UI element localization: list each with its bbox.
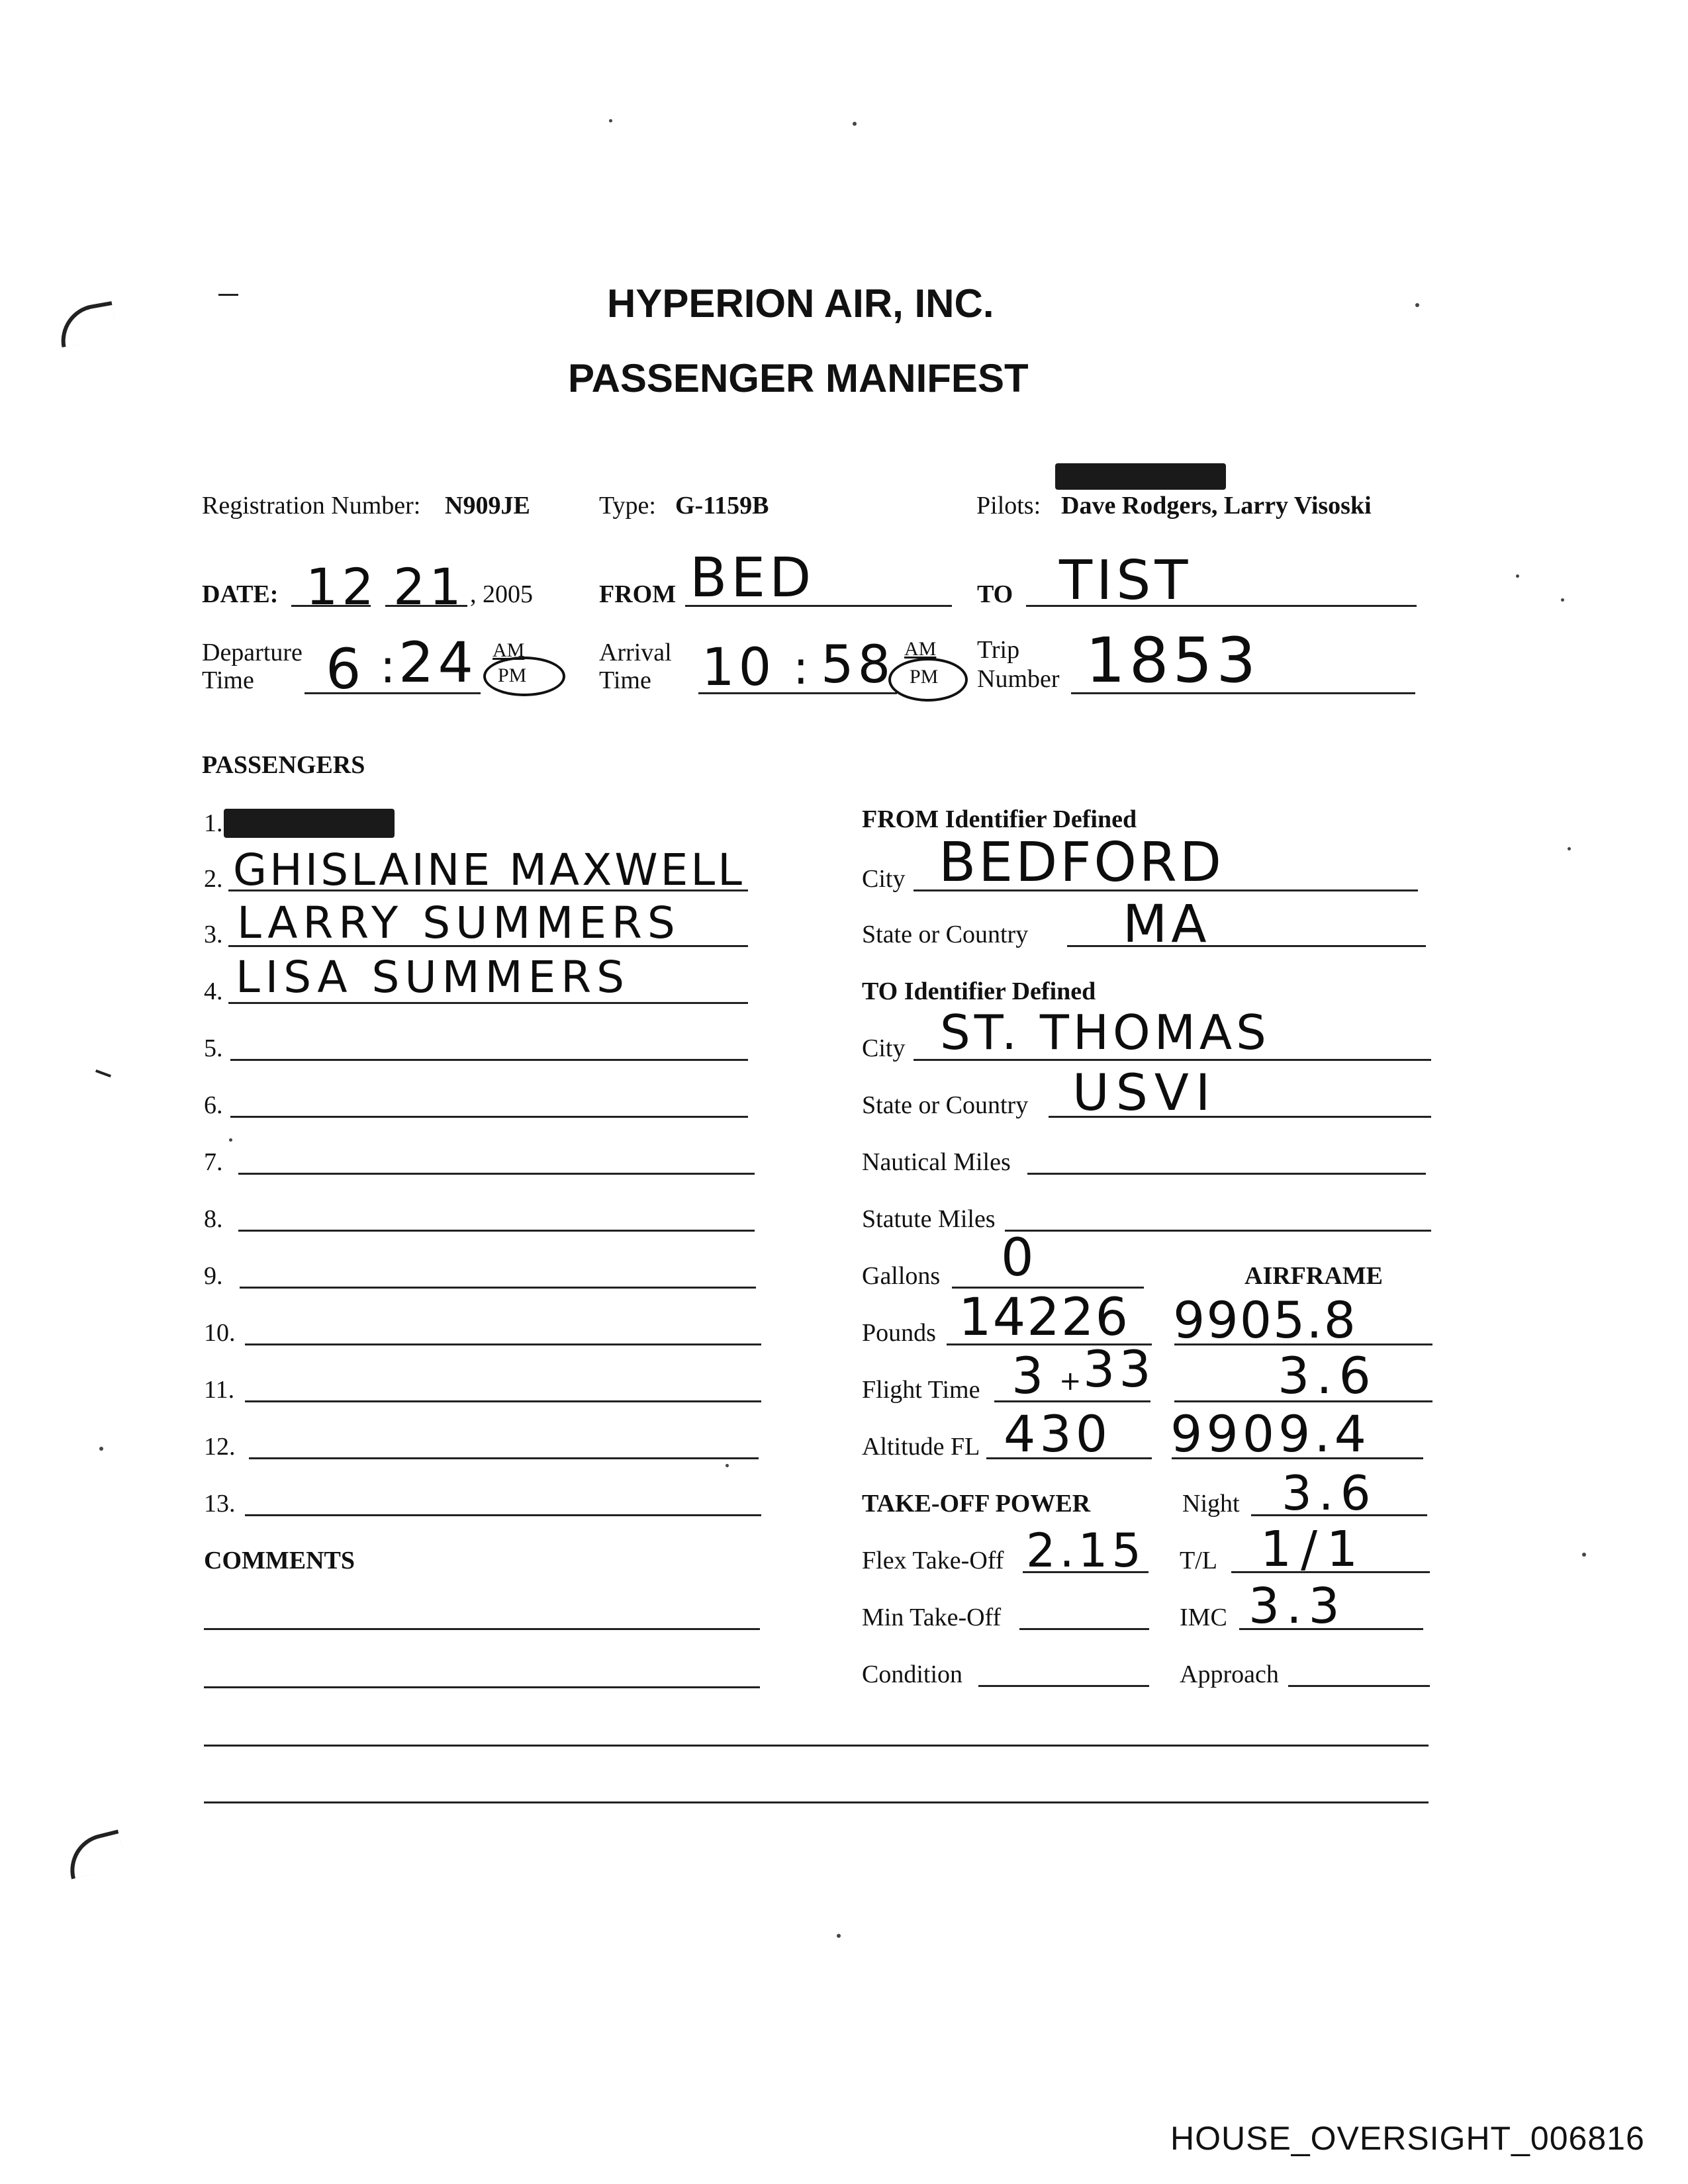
- to-value: TIST: [1059, 549, 1192, 612]
- date-month: 12: [306, 557, 378, 616]
- from-city-line: [914, 889, 1418, 891]
- to-label: TO: [977, 580, 1013, 608]
- altitude-value: 430: [1004, 1404, 1112, 1463]
- flight-time-airframe: 3.6: [1278, 1346, 1378, 1405]
- passenger-name: LARRY SUMMERS: [237, 897, 680, 948]
- passenger-number: 9.: [204, 1262, 223, 1290]
- to-state-label: State or Country: [862, 1091, 1029, 1119]
- from-identifier-heading: FROM Identifier Defined: [862, 805, 1137, 833]
- hole-punch-mark: [56, 301, 118, 347]
- departure-pm: PM: [498, 664, 527, 686]
- nautical-miles-line: [1027, 1173, 1426, 1175]
- scan-speck: [229, 1138, 232, 1142]
- scan-speck: [609, 119, 612, 122]
- tl-label: T/L: [1180, 1547, 1217, 1574]
- scan-speck: [837, 1934, 841, 1938]
- passenger-line: [240, 1287, 756, 1289]
- approach-label: Approach: [1180, 1661, 1279, 1688]
- comment-line: [204, 1628, 760, 1630]
- passenger-number: 13.: [204, 1490, 236, 1518]
- pilots-label: Pilots:: [976, 492, 1041, 520]
- night-value: 3.6: [1282, 1465, 1378, 1521]
- departure-pm-circle: [483, 657, 565, 696]
- departure-line: [305, 692, 481, 694]
- trip-number: 1853: [1086, 625, 1260, 697]
- arrival-minute: 58: [821, 635, 895, 695]
- pounds-airframe-line: [1174, 1343, 1432, 1345]
- scan-dash: [95, 1069, 111, 1077]
- imc-value: 3.3: [1248, 1578, 1346, 1635]
- flex-takeoff-line: [1023, 1571, 1149, 1573]
- scan-speck: [1561, 598, 1564, 602]
- from-value: BED: [690, 547, 816, 610]
- passenger-line: [238, 1230, 755, 1232]
- passenger-number: 1.: [204, 809, 223, 837]
- passenger-number: 12.: [204, 1433, 236, 1461]
- passenger-number: 5.: [204, 1034, 223, 1062]
- to-identifier-heading: TO Identifier Defined: [862, 978, 1096, 1005]
- takeoff-power-heading: TAKE-OFF POWER: [862, 1490, 1091, 1518]
- flight-time-plus: +: [1059, 1366, 1086, 1396]
- flex-takeoff-value: 2.15: [1026, 1524, 1145, 1578]
- date-day: 21: [393, 557, 465, 616]
- bates-number: HOUSE_OVERSIGHT_006816: [1170, 2120, 1645, 2157]
- to-state-value: USVI: [1072, 1063, 1217, 1122]
- trip-line: [1071, 692, 1415, 694]
- trip-label-1: Trip: [977, 636, 1020, 664]
- arrival-hour: 10: [702, 638, 776, 698]
- passenger-line: [245, 1400, 761, 1402]
- from-state-value: MA: [1123, 895, 1211, 954]
- scan-speck: [1582, 1553, 1586, 1557]
- arrival-am: AM: [904, 638, 937, 660]
- statute-miles-line: [1005, 1230, 1431, 1232]
- condition-label: Condition: [862, 1661, 963, 1688]
- to-city-value: ST. THOMAS: [940, 1005, 1270, 1060]
- airframe-heading: AIRFRAME: [1244, 1262, 1383, 1290]
- passenger-number: 6.: [204, 1091, 223, 1119]
- type-value: G-1159B: [675, 492, 769, 520]
- scan-speck: [1415, 303, 1419, 307]
- scan-speck: [99, 1447, 103, 1451]
- passenger-number: 10.: [204, 1319, 236, 1347]
- from-city-label: City: [862, 865, 906, 893]
- passenger-line: [230, 1116, 748, 1118]
- registration-value: N909JE: [445, 492, 530, 520]
- passenger-name: GHISLAINE MAXWELL: [233, 844, 745, 895]
- arrival-line: [698, 692, 897, 694]
- tl-value: 1/1: [1260, 1521, 1368, 1578]
- flight-time-minutes: 33: [1083, 1340, 1155, 1398]
- from-city-value: BEDFORD: [939, 831, 1225, 894]
- passenger-line: [238, 1173, 755, 1175]
- night-line: [1251, 1514, 1427, 1516]
- to-city-line: [914, 1059, 1431, 1061]
- altitude-label: Altitude FL: [862, 1433, 980, 1461]
- passenger-number: 2.: [204, 865, 223, 893]
- gallons-label: Gallons: [862, 1262, 941, 1290]
- passenger-line: [230, 1059, 748, 1061]
- comment-line: [204, 1686, 760, 1688]
- registration-label: Registration Number:: [202, 492, 421, 520]
- from-state-label: State or Country: [862, 921, 1029, 948]
- redaction-bar: [1055, 463, 1226, 490]
- night-label: Night: [1182, 1490, 1240, 1518]
- imc-label: IMC: [1180, 1604, 1227, 1631]
- nautical-miles-label: Nautical Miles: [862, 1148, 1011, 1176]
- gallons-value: 0: [1001, 1228, 1038, 1288]
- hole-punch-mark: [63, 1829, 127, 1879]
- passenger-line: [228, 945, 748, 947]
- passenger-number: 4.: [204, 978, 223, 1005]
- min-takeoff-label: Min Take-Off: [862, 1604, 1002, 1631]
- passenger-line: [228, 1002, 748, 1004]
- to-line: [1026, 605, 1417, 607]
- pilots-value: Dave Rodgers, Larry Visoski: [1061, 492, 1372, 520]
- passenger-number: 8.: [204, 1205, 223, 1233]
- date-year: , 2005: [470, 580, 533, 608]
- passenger-line: [245, 1343, 761, 1345]
- passenger-line: [249, 1457, 759, 1459]
- departure-label-1: Departure: [202, 639, 303, 666]
- min-takeoff-line: [1019, 1628, 1149, 1630]
- scan-speck: [853, 122, 857, 126]
- arrival-pm-circle: [888, 658, 968, 702]
- passenger-number: 7.: [204, 1148, 223, 1176]
- statute-miles-label: Statute Miles: [862, 1205, 996, 1233]
- passenger-number: 11.: [204, 1376, 235, 1404]
- passenger-1-redaction: [224, 809, 395, 838]
- scan-speck: [1568, 847, 1571, 850]
- altitude-airframe: 9909.4: [1170, 1404, 1370, 1463]
- arrival-label-2: Time: [599, 666, 651, 694]
- departure-label-2: Time: [202, 666, 254, 694]
- date-day-line: [385, 605, 467, 607]
- flex-takeoff-label: Flex Take-Off: [862, 1547, 1004, 1574]
- departure-minute: 24: [399, 630, 477, 695]
- flight-time-airframe-line: [1174, 1400, 1432, 1402]
- comment-line: [204, 1801, 1429, 1803]
- arrival-label-1: Arrival: [599, 639, 672, 666]
- imc-line: [1239, 1628, 1423, 1630]
- departure-colon: :: [380, 639, 400, 694]
- company-name: HYPERION AIR, INC.: [607, 281, 994, 326]
- date-label: DATE:: [202, 580, 279, 608]
- arrival-pm: PM: [910, 666, 939, 688]
- passenger-line: [245, 1514, 761, 1516]
- from-label: FROM: [599, 580, 677, 608]
- trip-label-2: Number: [977, 665, 1060, 693]
- type-label: Type:: [599, 492, 656, 520]
- flight-time-line: [994, 1400, 1150, 1402]
- scan-speck: [1516, 574, 1519, 578]
- to-city-label: City: [862, 1034, 906, 1062]
- comments-heading: COMMENTS: [204, 1547, 355, 1574]
- from-line: [685, 605, 952, 607]
- passenger-name: LISA SUMMERS: [236, 952, 630, 1003]
- to-state-line: [1049, 1116, 1431, 1118]
- from-state-line: [1067, 945, 1426, 947]
- condition-line: [978, 1685, 1149, 1687]
- date-month-line: [291, 605, 371, 607]
- altitude-line: [986, 1457, 1152, 1459]
- pounds-label: Pounds: [862, 1319, 936, 1347]
- arrival-colon: :: [793, 641, 813, 695]
- scan-dash: [218, 294, 238, 296]
- form-title: PASSENGER MANIFEST: [568, 356, 1029, 400]
- passenger-line: [228, 889, 748, 891]
- passenger-number: 3.: [204, 921, 223, 948]
- approach-line: [1288, 1685, 1430, 1687]
- tl-line: [1231, 1571, 1430, 1573]
- departure-am: AM: [492, 639, 525, 661]
- altitude-airframe-line: [1172, 1457, 1423, 1459]
- comment-line: [204, 1745, 1429, 1747]
- flight-time-label: Flight Time: [862, 1376, 980, 1404]
- pounds-value: 14226: [959, 1288, 1130, 1347]
- scan-speck: [726, 1464, 729, 1467]
- pounds-airframe: 9905.8: [1173, 1291, 1357, 1349]
- flight-time-hours: 3: [1011, 1346, 1048, 1405]
- departure-hour: 6: [326, 637, 365, 702]
- passengers-heading: PASSENGERS: [202, 751, 365, 779]
